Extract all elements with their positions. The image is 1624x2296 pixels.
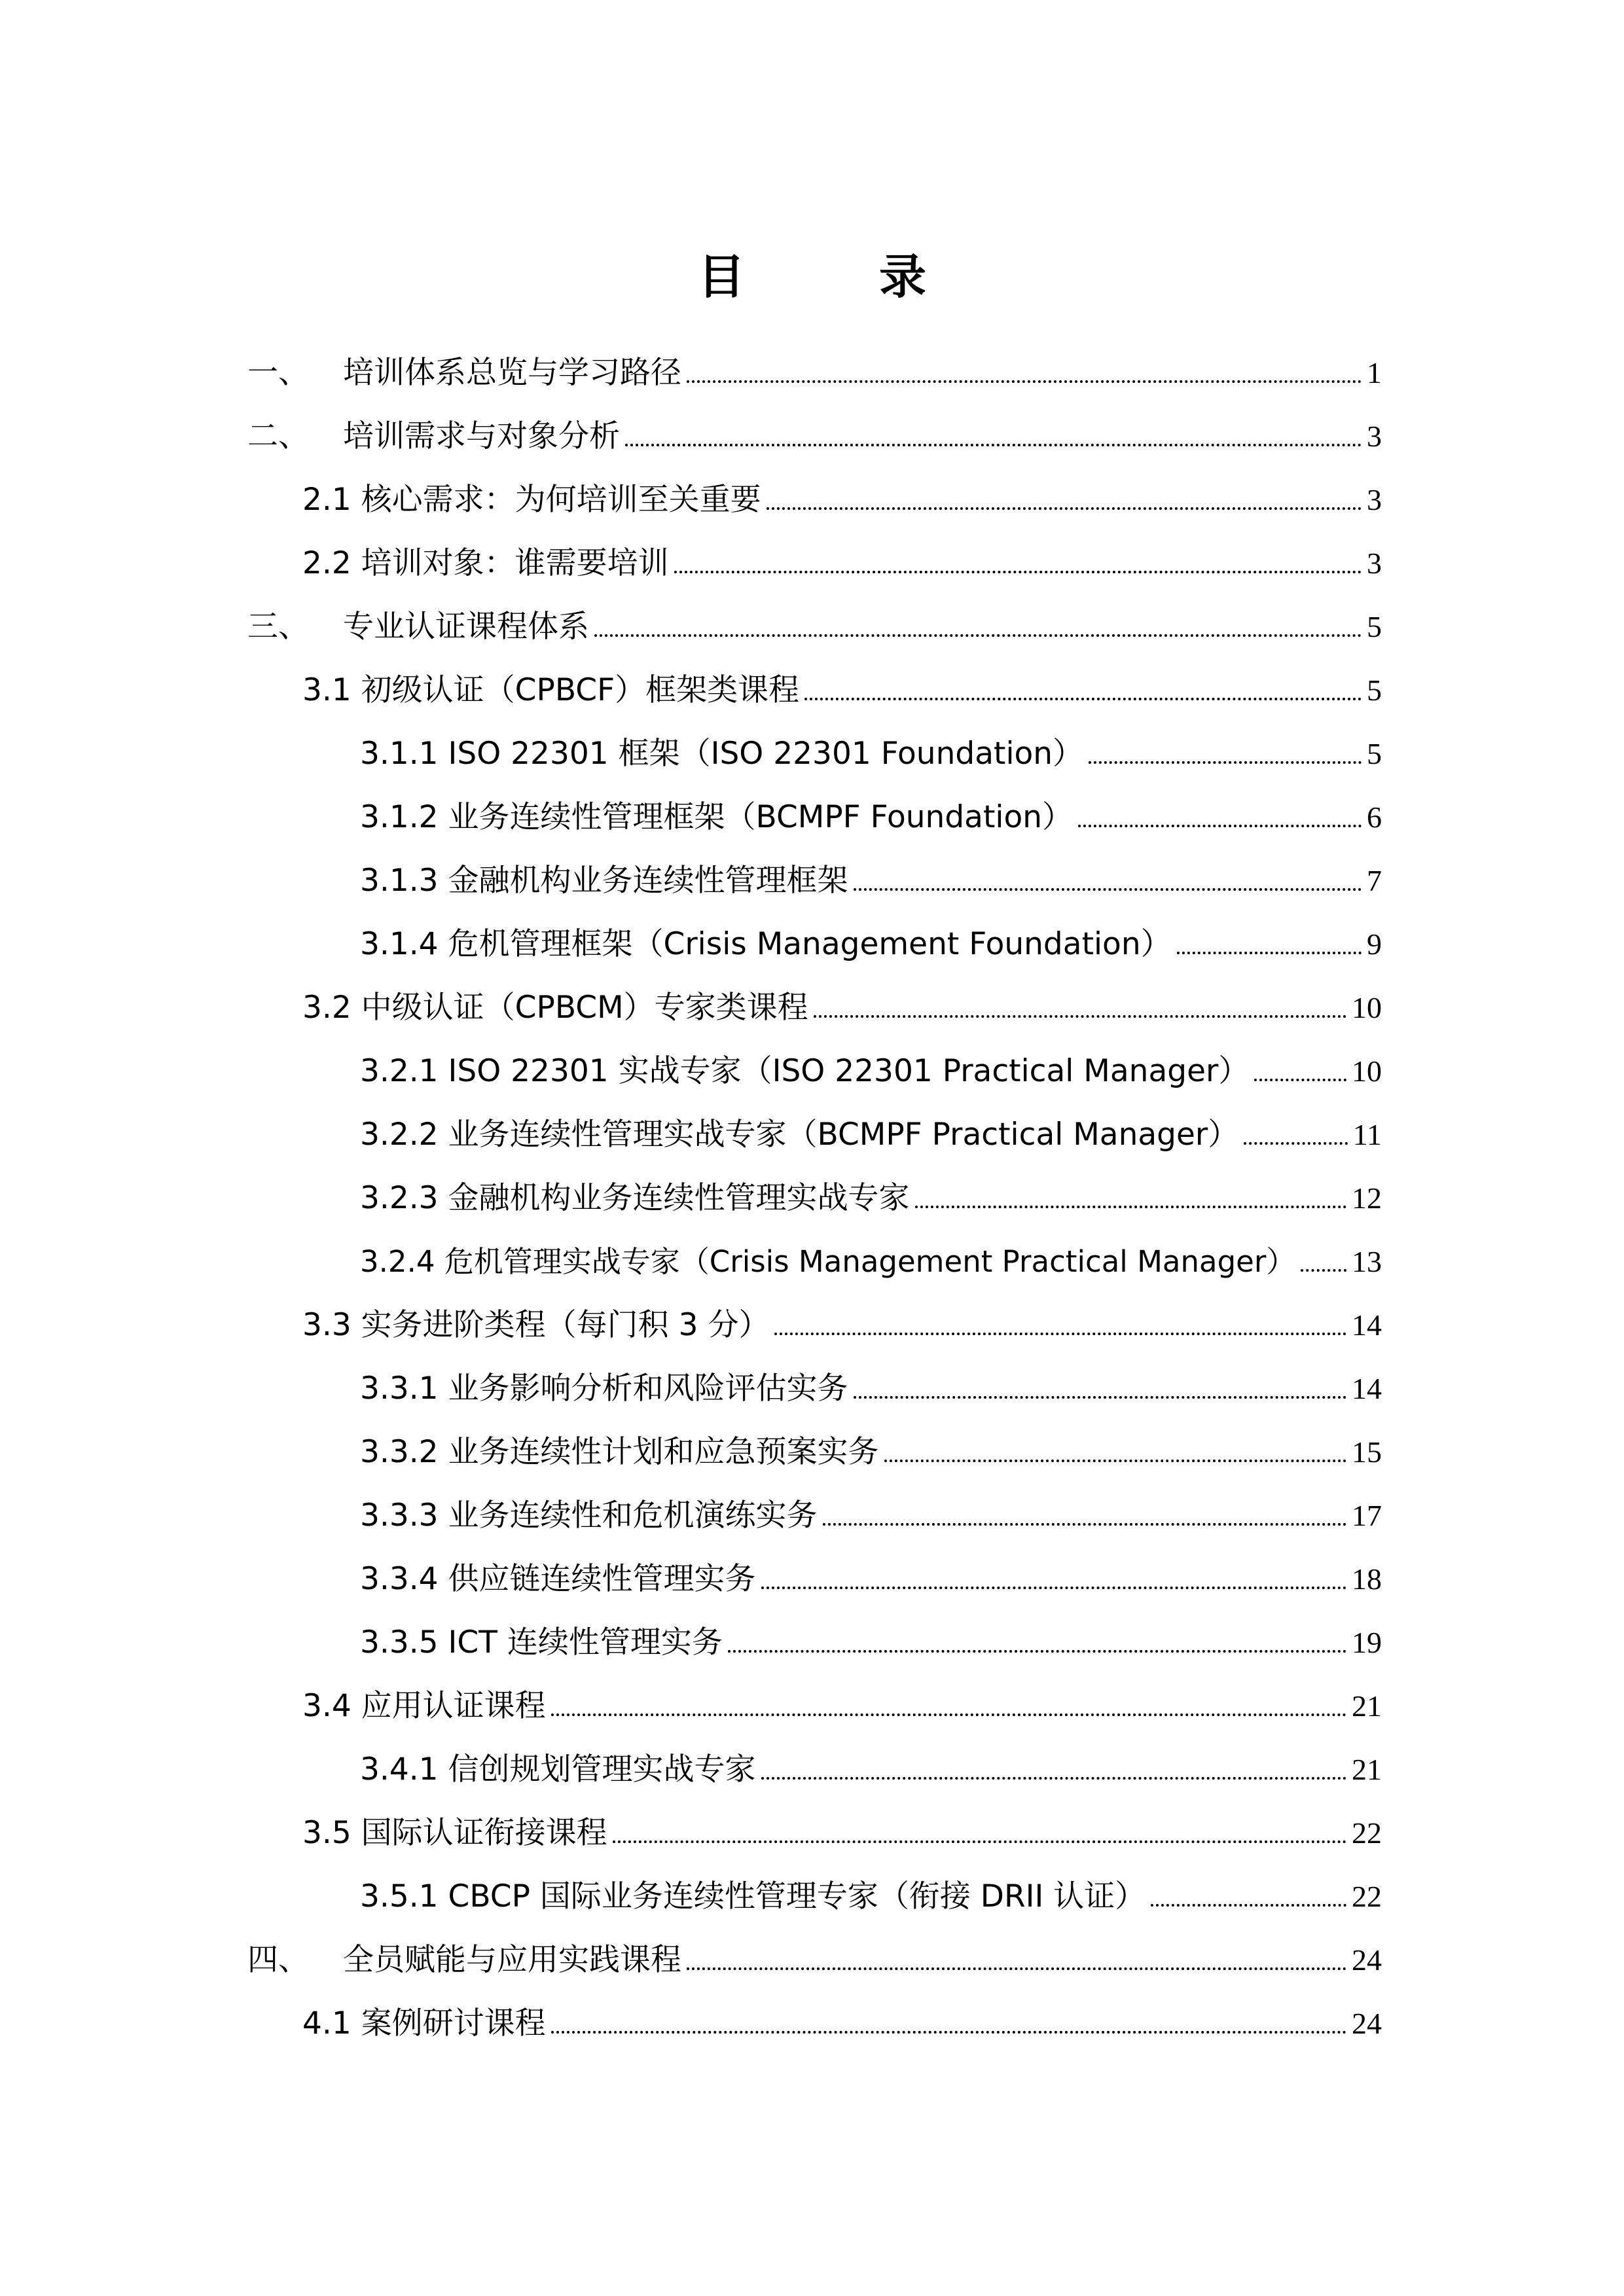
page-number: 5 bbox=[1367, 673, 1382, 707]
toc-entry-3-3-1[interactable] bbox=[360, 1369, 1382, 1408]
toc-entry-label: 3.3.2 业务连续性计划和应急预案实务 bbox=[360, 1434, 879, 1470]
toc-entry-label: 3.1.2 业务连续性管理框架（BCMPF Foundation） bbox=[360, 799, 1073, 835]
chapter-number: 三、 bbox=[247, 609, 309, 645]
page-number: 24 bbox=[1352, 1943, 1382, 1977]
dot-leader bbox=[854, 888, 1362, 891]
toc-entry-label: 3.3.4 供应链连续性管理实务 bbox=[360, 1561, 756, 1597]
chapter-number: 一、 bbox=[247, 355, 309, 391]
toc-entry-label: 3.2.3 金融机构业务连续性管理实战专家 bbox=[360, 1180, 910, 1216]
page-number: 17 bbox=[1352, 1499, 1382, 1532]
toc-entry-2-1[interactable] bbox=[302, 480, 1382, 520]
toc-entry-label: 2.1 核心需求：为何培训至关重要 bbox=[302, 482, 761, 518]
toc-entry-3-2[interactable] bbox=[302, 988, 1382, 1028]
dot-leader bbox=[1089, 761, 1362, 764]
toc-entry-3-3[interactable] bbox=[302, 1306, 1382, 1345]
dot-leader bbox=[613, 1840, 1346, 1843]
toc-entry-3-1-2[interactable] bbox=[360, 798, 1382, 837]
dot-leader bbox=[884, 1460, 1346, 1462]
dot-leader bbox=[1301, 1269, 1346, 1272]
toc-entry-label: 3.2.2 业务连续性管理实战专家（BCMPF Practical Manager） bbox=[360, 1117, 1239, 1153]
toc-entry-3-2-4[interactable] bbox=[360, 1242, 1382, 1282]
page-number: 11 bbox=[1352, 1118, 1382, 1151]
toc-entry-3-1-1[interactable] bbox=[360, 734, 1382, 774]
dot-leader bbox=[823, 1523, 1346, 1526]
toc-entry-3-2-3[interactable] bbox=[360, 1179, 1382, 1218]
page-number: 5 bbox=[1367, 610, 1382, 643]
toc-entry-label: 3.1 初级认证（CPBCF）框架类课程 bbox=[302, 672, 800, 708]
toc-entry-label: 四、 全员赋能与应用实践课程 bbox=[247, 1941, 681, 1980]
toc-entry-3-5-1[interactable] bbox=[360, 1877, 1382, 1916]
page-number: 21 bbox=[1352, 1689, 1382, 1723]
dot-leader bbox=[1078, 825, 1362, 827]
dot-leader bbox=[1254, 1079, 1346, 1081]
dot-leader bbox=[728, 1650, 1346, 1653]
page-number: 14 bbox=[1352, 1308, 1382, 1342]
page-number: 7 bbox=[1367, 864, 1382, 897]
dot-leader bbox=[761, 1777, 1346, 1780]
page-number: 22 bbox=[1352, 1816, 1382, 1850]
toc-entry-label: 3.5 国际认证衔接课程 bbox=[302, 1815, 607, 1851]
toc-entry-4[interactable] bbox=[247, 1941, 1382, 1980]
page-number: 3 bbox=[1367, 420, 1382, 453]
toc-entry-label: 4.1 案例研讨课程 bbox=[302, 2005, 546, 2041]
toc-entry-label: 3.5.1 CBCP 国际业务连续性管理专家（衔接 DRII 认证） bbox=[360, 1878, 1146, 1914]
toc-entry-3-1-3[interactable] bbox=[360, 861, 1382, 901]
toc-entry-3-3-2[interactable] bbox=[360, 1433, 1382, 1472]
toc-entry-label: 3.3.1 业务影响分析和风险评估实务 bbox=[360, 1371, 848, 1407]
dot-leader bbox=[804, 698, 1362, 700]
dot-leader bbox=[674, 571, 1362, 573]
chapter-number: 二、 bbox=[247, 418, 309, 454]
dot-leader bbox=[774, 1333, 1346, 1335]
toc-entry-label: 3.2.4 危机管理实战专家（Crisis Management Practical Manager） bbox=[360, 1244, 1296, 1279]
page-number: 22 bbox=[1352, 1880, 1382, 1913]
dot-leader bbox=[625, 444, 1362, 446]
page-number: 18 bbox=[1352, 1562, 1382, 1596]
toc-entry-label: 3.4.1 信创规划管理实战专家 bbox=[360, 1751, 756, 1787]
page-title: 目 录 bbox=[697, 249, 986, 304]
page-number: 6 bbox=[1367, 800, 1382, 834]
page-number: 12 bbox=[1352, 1181, 1382, 1215]
toc-entry-4-1[interactable] bbox=[302, 2004, 1382, 2043]
toc-entry-3-4[interactable] bbox=[302, 1687, 1382, 1726]
dot-leader bbox=[687, 1967, 1346, 1970]
page-number: 3 bbox=[1367, 483, 1382, 516]
dot-leader bbox=[687, 380, 1362, 383]
toc-entry-3-5[interactable] bbox=[302, 1814, 1382, 1853]
toc-entry-label: 3.1.3 金融机构业务连续性管理框架 bbox=[360, 863, 848, 899]
toc-entry-label: 2.2 培训对象：谁需要培训 bbox=[302, 545, 669, 581]
page-number: 21 bbox=[1352, 1753, 1382, 1786]
toc-entry-3-3-5[interactable] bbox=[360, 1623, 1382, 1662]
toc-entry-3-3-4[interactable] bbox=[360, 1560, 1382, 1599]
page-number: 19 bbox=[1352, 1626, 1382, 1659]
toc-entry-3-4-1[interactable] bbox=[360, 1750, 1382, 1789]
toc-entry-1[interactable] bbox=[247, 353, 1382, 393]
page-number: 14 bbox=[1352, 1372, 1382, 1405]
toc-entry-label: 3.2.1 ISO 22301 实战专家（ISO 22301 Practical Manager） bbox=[360, 1053, 1250, 1089]
toc-entry-2-2[interactable] bbox=[302, 544, 1382, 583]
toc-entry-label: 3.3.3 业务连续性和危机演练实务 bbox=[360, 1498, 818, 1534]
chapter-number: 四、 bbox=[247, 1942, 309, 1978]
page-number: 3 bbox=[1367, 547, 1382, 580]
toc-entry-label: 3.3 实务进阶类程（每门积 3 分） bbox=[302, 1307, 770, 1343]
toc-entry-label: 一、 培训体系总览与学习路径 bbox=[247, 353, 681, 393]
page-number: 13 bbox=[1352, 1245, 1382, 1278]
toc-entry-label: 三、 专业认证课程体系 bbox=[247, 607, 589, 647]
dot-leader bbox=[814, 1015, 1346, 1018]
toc-entry-3-1-4[interactable] bbox=[360, 925, 1382, 964]
dot-leader bbox=[551, 2031, 1346, 2034]
page-number: 5 bbox=[1367, 737, 1382, 770]
toc-entry-3[interactable] bbox=[247, 607, 1382, 647]
toc-entry-3-3-3[interactable] bbox=[360, 1496, 1382, 1535]
dot-leader bbox=[761, 1587, 1346, 1589]
toc-entry-3-2-2[interactable] bbox=[360, 1115, 1382, 1155]
dot-leader bbox=[1177, 952, 1362, 954]
page-number: 10 bbox=[1352, 991, 1382, 1024]
toc-entry-label: 3.1.4 危机管理框架（Crisis Management Foundation） bbox=[360, 926, 1172, 962]
toc-entry-3-1[interactable] bbox=[302, 671, 1382, 710]
toc-entry-label: 二、 培训需求与对象分析 bbox=[247, 417, 620, 456]
toc-entry-2[interactable] bbox=[247, 417, 1382, 456]
page-number: 15 bbox=[1352, 1435, 1382, 1469]
dot-leader bbox=[915, 1206, 1346, 1208]
toc-entry-label: 3.4 应用认证课程 bbox=[302, 1688, 546, 1724]
toc-entry-3-2-1[interactable] bbox=[360, 1052, 1382, 1091]
dot-leader bbox=[551, 1713, 1346, 1716]
page-number: 24 bbox=[1352, 2007, 1382, 2040]
page-number: 1 bbox=[1367, 356, 1382, 389]
page-number: 10 bbox=[1352, 1054, 1382, 1088]
dot-leader bbox=[767, 507, 1362, 510]
dot-leader bbox=[1151, 1904, 1346, 1907]
toc-entry-label: 3.3.5 ICT 连续性管理实务 bbox=[360, 1624, 723, 1660]
dot-leader bbox=[1244, 1142, 1347, 1145]
dot-leader bbox=[854, 1396, 1346, 1399]
page-number: 9 bbox=[1367, 927, 1382, 961]
dot-leader bbox=[594, 634, 1362, 637]
toc-entry-label: 3.1.1 ISO 22301 框架（ISO 22301 Foundation） bbox=[360, 736, 1084, 772]
toc-entry-label: 3.2 中级认证（CPBCM）专家类课程 bbox=[302, 990, 808, 1026]
